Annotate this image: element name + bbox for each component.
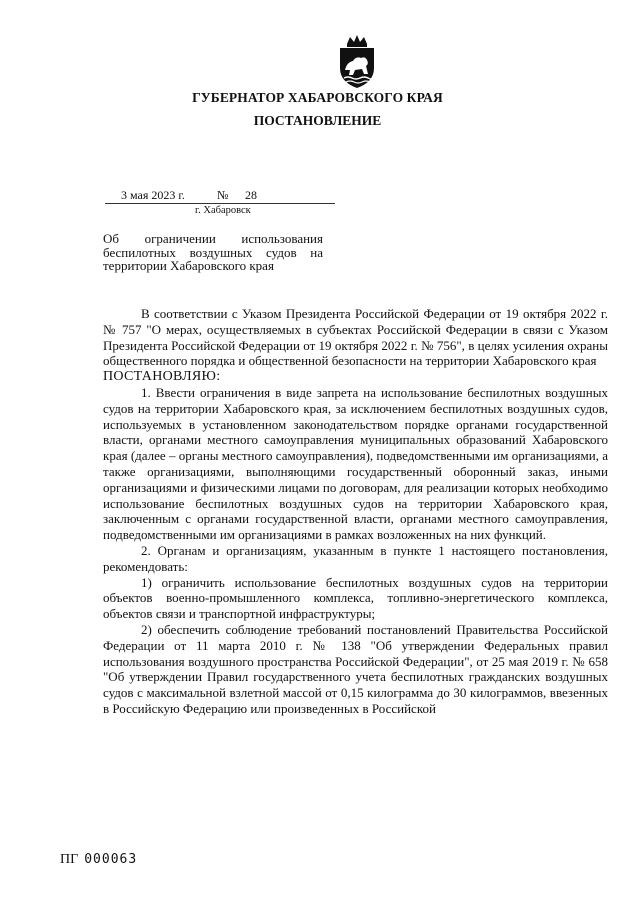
document-type: ПОСТАНОВЛЕНИЕ [253, 113, 382, 128]
date-underline [105, 203, 335, 204]
form-prefix: ПГ [60, 852, 79, 867]
form-serial-code [60, 852, 137, 868]
number-sign: № [217, 188, 229, 202]
khabarovsk-coat-of-arms-icon [331, 34, 383, 90]
paragraph-2-2: 2) обеспечить соблюдение требований постановлений Правительства Российской Федерации от 11 марта 2010 г. № 138 "Об утверждении Федеральных правил использования воздушного пространства Российской Федерации", от 25 мая 2019 г. № 658 "Об утверждении Правил государственного учета беспилотных гражданских воздушных судов с максимальной взлетной массой от 0,15 килограмма до 30 килограммов, ввезенных в Российскую Федерацию или произведенных в Российской [103, 621, 608, 716]
document-city: г. Хабаровск [195, 205, 251, 216]
document-subject: Об ограничении использования беспилотных воздушных судов на территории Хабаровского края [103, 231, 323, 274]
document-body [103, 306, 608, 717]
document-date: 3 мая 2023 г. [121, 188, 185, 202]
intro-paragraph: В соответствии с Указом Президента Российской Федерации от 19 октября 2022 г. № 757 "О мерах, осуществляемых в субъектах Российской Федерации в связи с Указом Президента Российской Федерации от 19 октября 2022 г. № 756", в целях усиления охраны общественного порядка и общественной безопасности на территории Хабаровского края [103, 306, 608, 369]
paragraph-1: 1. Ввести ограничения в виде запрета на использование беспилотных воздушных судов на территории Хабаровского края, за исключением беспилотных воздушных судов, используемых в установленном законодательством порядке органами государственной власти, органами местного самоуправления муниципальных образований Хабаровского края (далее – органы местного самоуправления), подведомственными им организациями, а также организациями, выполняющими государственный оборонный заказ, иными организациями и физическими лицами по договорам, для реализации которых необходимо использование беспилотных воздушных судов на территории Хабаровского края, заключенным с органами государственной власти, органами местного самоуправления, подведомственными им организациями в рамках возложенных на них функций. [103, 384, 608, 543]
document-number: 28 [245, 188, 257, 202]
form-number: 000063 [84, 852, 138, 867]
decree-word: ПОСТАНОВЛЯЮ: [103, 369, 221, 385]
paragraph-2: 2. Органам и организациям, указанным в пункте 1 настоящего постановления, рекомендовать: [103, 542, 608, 574]
org-title: ГУБЕРНАТОР ХАБАРОВСКОГО КРАЯ [192, 90, 443, 105]
paragraph-2-1: 1) ограничить использование беспилотных воздушных судов на территории объектов военно-промышленного комплекса, топливно-энергетического комплекса, объектов связи и транспортной инфраструктуры; [103, 574, 608, 622]
